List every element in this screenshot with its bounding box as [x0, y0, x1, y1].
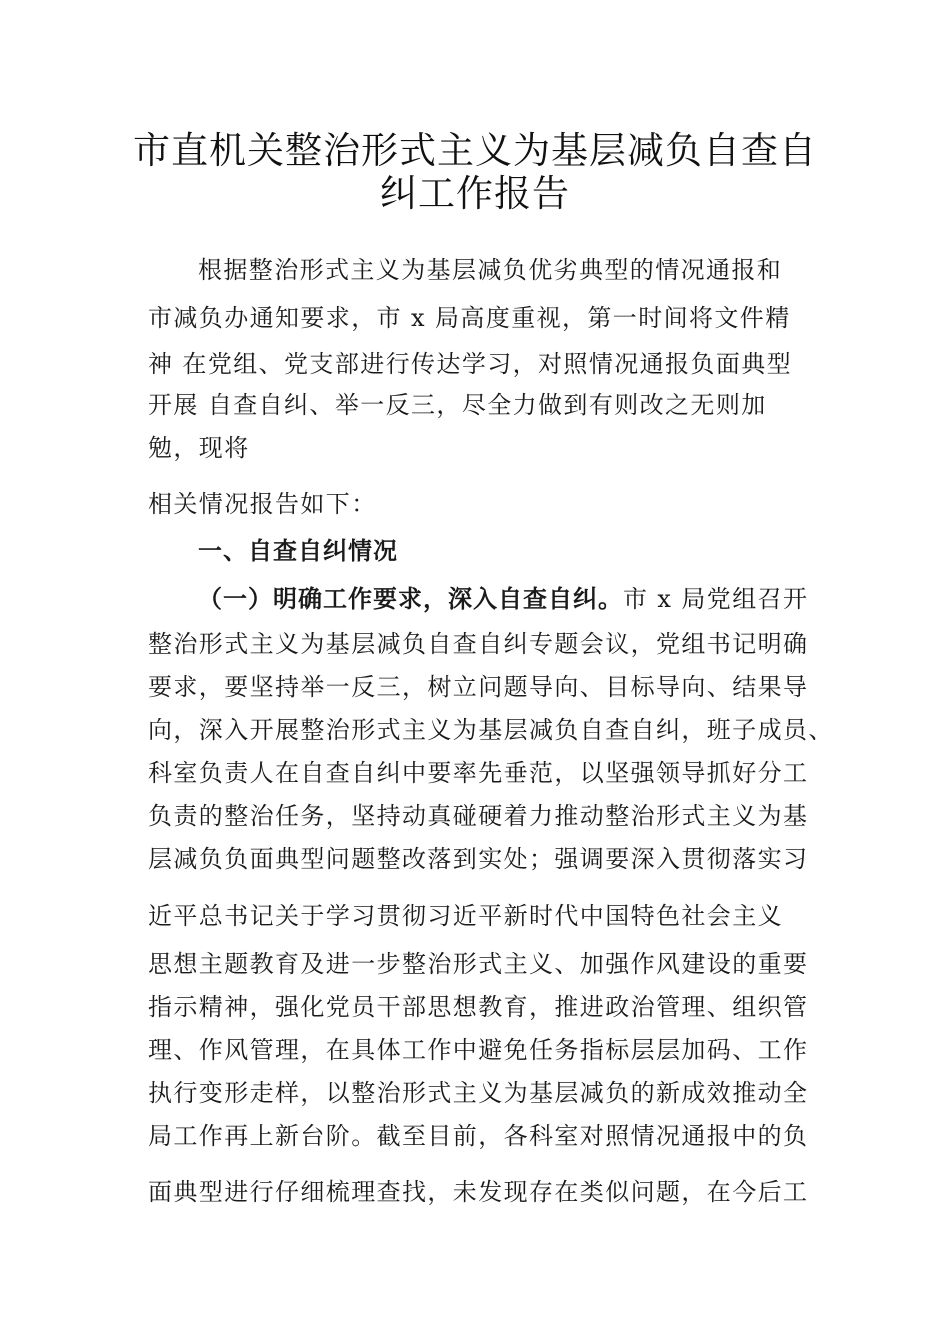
- body-line: 要求，要坚持举一反三，树立问题导向、目标导向、结果导: [148, 673, 809, 701]
- subsection-bold-lead: （一）明确工作要求，深入自查自纠。: [198, 585, 623, 613]
- intro-line-3: 神 在党组、党支部进行传达学习，对照情况通报负面典型: [148, 350, 793, 378]
- intro-line-2: 市减负办通知要求，市 x 局高度重视，第一时间将文件精: [148, 304, 791, 332]
- body-line: 负责的整治任务，坚持动真碰硬着力推动整治形式主义为基: [148, 802, 809, 830]
- subsection-first-line-rest: 市 x 局党组召开: [623, 585, 809, 613]
- section-heading: 一、自查自纠情况: [198, 537, 398, 565]
- body-line: 向，深入开展整治形式主义为基层减负自查自纠，班子成员、: [148, 716, 834, 744]
- body-line: 局工作再上新台阶。截至目前，各科室对照情况通报中的负: [148, 1122, 809, 1150]
- body-line: 执行变形走样，以整治形式主义为基层减负的新成效推动全: [148, 1079, 809, 1107]
- subsection-first-line: [198, 579, 808, 614]
- body-line: 整治形式主义为基层减负自查自纠专题会议，党组书记明确: [148, 630, 809, 658]
- document-title-line-1: 市直机关整治形式主义为基层减负自查自: [133, 129, 817, 172]
- body-line: 思想主题教育及进一步整治形式主义、加强作风建设的重要: [148, 950, 809, 978]
- body-line: 面典型进行仔细梳理查找，未发现存在类似问题，在今后工: [148, 1178, 809, 1206]
- intro-line-4: 开展 自查自纠、举一反三，尽全力做到有则改之无则加: [148, 391, 767, 419]
- document-title-line-2: 纠工作报告: [380, 172, 570, 215]
- body-line: 层减负负面典型问题整改落到实处；强调要深入贯彻落实习: [148, 845, 809, 873]
- intro-line-5: 勉，现将: [148, 434, 250, 462]
- body-line: 理、作风管理，在具体工作中避免任务指标层层加码、工作: [148, 1036, 809, 1064]
- body-line: 科室负责人在自查自纠中要率先垂范，以坚强领导抓好分工: [148, 759, 809, 787]
- intro-line-6: 相关情况报告如下：: [148, 490, 377, 518]
- body-line: 近平总书记关于学习贯彻习近平新时代中国特色社会主义: [148, 902, 783, 930]
- intro-line-1: 根据整治形式主义为基层减负优劣典型的情况通报和: [198, 256, 783, 284]
- body-line: 指示精神，强化党员干部思想教育，推进政治管理、组织管: [148, 993, 809, 1021]
